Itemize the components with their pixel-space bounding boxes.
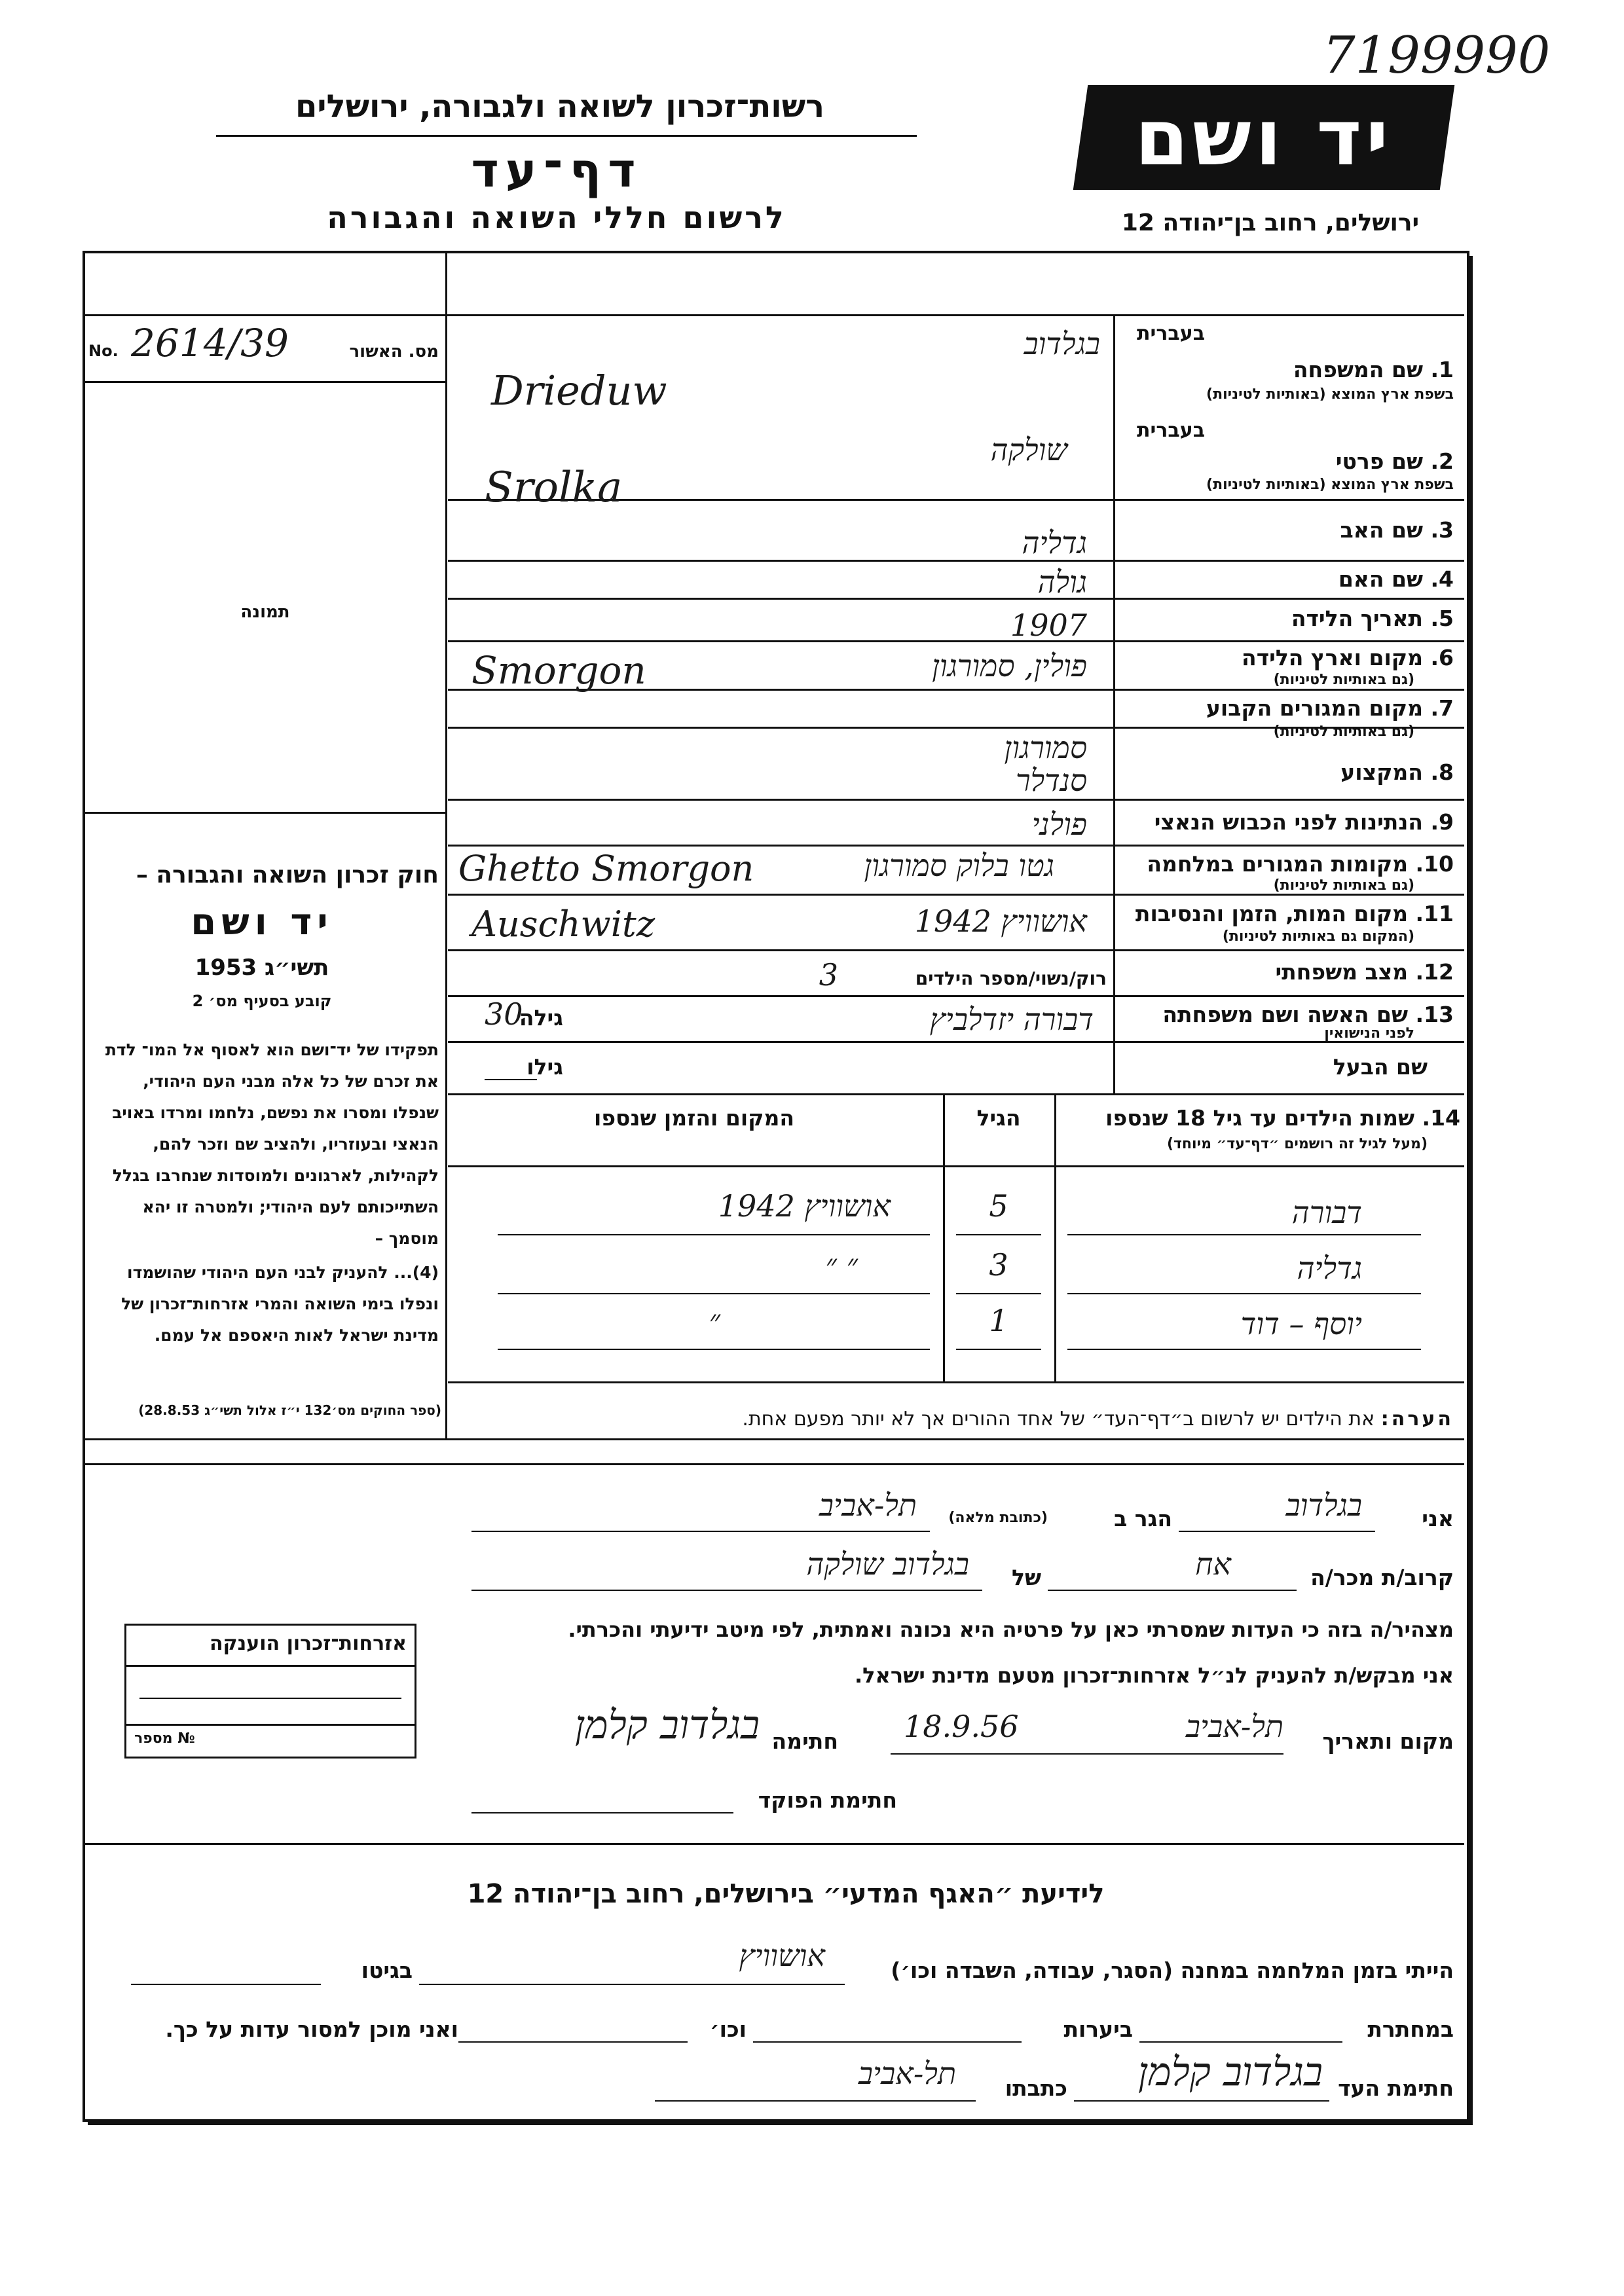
form-title: דף־עד [471, 143, 642, 198]
value-father-name: גדליה [1022, 525, 1087, 560]
decl-official-line [471, 1812, 733, 1813]
child-1-place: אושוויץ 1942 [718, 1188, 891, 1224]
field-2-lang: בעברית [1137, 419, 1205, 442]
testimony-title: לידיעת ״האגף המדעי״ בירושלים, רחוב בן־יהודה 12 [467, 1879, 1105, 1909]
decl-of-line [471, 1590, 982, 1591]
field-10-sub: (גם באותיות לטיניות) [1273, 877, 1414, 894]
decl-i-line [1179, 1531, 1375, 1532]
children-header-sub: (מעל לגיל זה רושמים ״דף־עד״ מיוחד) [1166, 1136, 1428, 1152]
law-text-1: תפקידו של יד־ושם הוא לאסוף אל המו־ לדת את זכרם של כל אלה מבני העם היהודי, שנפלו ומסרו את נפשם, נלחמו ומרדו באויב הנאצי ובעוזריו, ולהציב שם וזכר להם, לקהילות, לארגונים ולמוסדות שנחרבו בגלל השתייכותם לעם היהודי; ולמטרה זו יהא מוסמך – [105, 1040, 439, 1248]
child-place-line-1 [498, 1234, 930, 1235]
field-12-extra-label: רוק/נשוי/מספר הילדים [915, 968, 1107, 989]
testimony-address-line [655, 2100, 976, 2102]
decl-address-hint: (כתובת מלאה) [948, 1510, 1048, 1526]
value-wartime-residence-lat: Ghetto Smorgon [458, 848, 754, 889]
field-3-label: 3. שם האב [1340, 517, 1454, 543]
children-age-divider-left [943, 1093, 945, 1381]
testimony-address-value: תל-אביב [858, 2056, 956, 2091]
value-death-place-he: אושוויץ 1942 [914, 903, 1087, 939]
decl-relation-value: אח [1195, 1546, 1231, 1582]
left-column-divider [445, 253, 447, 1438]
value-citizenship: פולני [1031, 807, 1087, 842]
testimony-line2-line-a [1139, 2041, 1342, 2043]
decl-of-value: בגלדוב שולקה [806, 1546, 969, 1582]
value-wartime-residence-he: גטו בלוק סמורגון [864, 848, 1054, 883]
decl-address-value: תל-אביב [819, 1487, 917, 1523]
field-13-age-label: גילה [519, 1005, 563, 1030]
decl-signature-label: חתימה [771, 1728, 838, 1754]
approval-label: מס. האשור [349, 342, 439, 361]
approval-row-line [85, 381, 445, 383]
form-subtitle: לרשום חללי השואה והגבורה [327, 200, 786, 235]
field-4-label: 4. שם האם [1338, 566, 1454, 592]
field-8-label: 8. המקצוע [1340, 759, 1454, 785]
law-text-2: (4)... להעניק לבני העם היהודי שהושמדו ונפלו בימי השואה והמרי אזרחות־זכרון של מדינת ישראל לאות היאספם אל עמם. [121, 1263, 439, 1345]
field-1-sub: בשפת ארץ המוצא (באותיות לטיניות) [1206, 386, 1454, 403]
approval-no-label: No. [88, 342, 119, 360]
field-11-sub: (המקום גם באותיות לטיניות) [1222, 928, 1414, 945]
decl-official-label: חתימת הפוקד [758, 1787, 897, 1813]
decl-place-date-label: מקום ותאריך [1322, 1728, 1454, 1754]
children-header-label: 14. שמות הילדים עד גיל 18 שנספו [1105, 1105, 1460, 1131]
decl-relation-line [1048, 1590, 1297, 1591]
yad-vashem-logo [1073, 85, 1454, 190]
testimony-address-label: כתבתו [1005, 2075, 1067, 2101]
field-11-label: 11. מקום המות, הזמן והנסיבות [1135, 901, 1454, 926]
children-age-header: הגיל [976, 1105, 1021, 1131]
child-place-line-2 [498, 1293, 930, 1294]
child-2-name: גדליה [1297, 1250, 1362, 1286]
value-mother-name: גולה [1037, 564, 1087, 600]
value-birth-place-lat: Smorgon [471, 648, 646, 693]
law-year: תשי״ג 1953 [194, 955, 329, 981]
note-top-line [85, 1438, 1464, 1440]
field-7-sub: (גם באותיות לטיניות) [1273, 723, 1414, 740]
testimony-line1-line [419, 1984, 845, 1985]
value-wife-age: 30 [485, 996, 523, 1032]
decl-place-date-line [891, 1753, 1283, 1755]
field-6-label: 6. מקום וארץ הלידה [1242, 645, 1454, 670]
child-1-age: 5 [989, 1188, 1008, 1224]
testimony-line1-value: אושוויץ [739, 1938, 825, 1973]
testimony-line2-mid1: ביערות [1063, 2016, 1133, 2042]
value-birth-place-he: פולין, סמורגון [932, 648, 1087, 683]
child-age-line-3 [956, 1349, 1041, 1350]
decl-relative-label: קרוב/ת מכר/ה [1310, 1565, 1454, 1590]
note-label: הערה: [1380, 1408, 1454, 1430]
row-line-14 [448, 1093, 1464, 1095]
top-row-line [85, 314, 1464, 316]
value-death-place-lat: Auschwitz [471, 903, 655, 945]
row-line-9 [448, 845, 1464, 847]
law-title: חוק זכרון השואה והגבורה – [136, 862, 439, 888]
child-place-line-3 [498, 1349, 930, 1350]
address: ירושלים, רחוב בן־יהודה 12 [1121, 210, 1420, 236]
child-row-line-2 [1067, 1293, 1421, 1294]
child-3-place: ״ [709, 1303, 720, 1338]
value-first-name-lat: Srolka [485, 464, 623, 512]
approval-value: 2614/39 [131, 321, 289, 365]
child-age-line-2 [956, 1293, 1041, 1294]
photo-bottom-line [85, 812, 445, 814]
law-section: קובע בסעיף מס׳ 2 [192, 992, 332, 1010]
value-family-name-lat: Drieduw [491, 367, 667, 414]
field-2-sub: בשפת ארץ המוצא (באותיות לטיניות) [1206, 477, 1454, 493]
label-column-divider [1113, 314, 1115, 1093]
testimony-line2-label: במחתרת [1367, 2016, 1454, 2042]
logo-text: יד ושם [1135, 92, 1393, 183]
child-row-line-3 [1067, 1349, 1421, 1350]
field-7-label: 7. מקום המגורים הקבוע [1206, 695, 1454, 721]
testimony-line2-line-c [458, 2041, 688, 2043]
testimony-sign-value: בגלדוב קלמן [1137, 2049, 1323, 2095]
testimony-line2-line-b [753, 2041, 1022, 2043]
field-13-sub: לפני הנישואין [1324, 1025, 1414, 1042]
testimony-line1-end-line [131, 1984, 321, 1985]
decl-address-line [471, 1531, 930, 1532]
husband-age-line [485, 1079, 537, 1080]
field-13-label: 13. שם האשה ושם משפחתה [1162, 1002, 1454, 1027]
testimony-line1-label: הייתי בזמן המלחמה במחנה (הסגר, עבודה, השבדה וכו׳) [891, 1958, 1454, 1983]
certificate-title: אזרחות־זכרון הוענקה [209, 1632, 407, 1655]
value-residence: סמורגון [1004, 730, 1087, 765]
decl-of-label: של [1012, 1565, 1041, 1590]
authority-name: רשות־זכרון לשואה ולגבורה, ירושלים [295, 88, 825, 125]
testimony-line2-end: ואני מוכן למסור עדות על כך. [165, 2016, 458, 2042]
children-age-divider-right [1054, 1093, 1056, 1381]
note-line [458, 1408, 1454, 1430]
law-name: יד ושם [191, 901, 333, 943]
testimony-line2-mid2: וכו׳ [710, 2016, 747, 2042]
child-1-name: דבורה [1291, 1195, 1362, 1230]
row-line-11 [448, 949, 1464, 951]
child-3-age: 1 [989, 1303, 1008, 1338]
value-first-name-he: שולקה [990, 432, 1067, 467]
husband-age-label: גילו [526, 1054, 563, 1080]
decl-i-value: בגלדוב [1285, 1487, 1362, 1523]
decl-signature-value: בגלדוב קלמן [574, 1702, 760, 1748]
certificate-number-label: מספר № [134, 1730, 195, 1747]
child-row-line-1 [1067, 1234, 1421, 1235]
row-line-8 [448, 799, 1464, 801]
decl-living-label: הגר ב [1114, 1506, 1172, 1531]
child-2-place: ״ ״ [825, 1247, 858, 1283]
value-profession: סנדלר [1016, 763, 1087, 798]
field-10-label: 10. מקומות המגורים במלחמה [1147, 851, 1454, 877]
law-reference: (ספר החוקים מס׳132 י״ז אלול תשי״ג 28.8.53) [138, 1402, 441, 1418]
value-birth-date: 1907 [1010, 608, 1087, 643]
value-wife-name: דבורה יזדלביץ [929, 1002, 1094, 1037]
field-5-label: 5. תאריך הלידה [1291, 606, 1454, 631]
testimony-line1-end: בגיטו [361, 1958, 413, 1983]
decl-i-label: אני [1422, 1506, 1454, 1531]
photo-label: תמונה [240, 602, 290, 622]
child-2-age: 3 [989, 1247, 1008, 1283]
field-9-label: 9. הנתינות לפני הכבוש הנאצי [1154, 809, 1454, 835]
testimony-sign-line [1074, 2100, 1329, 2102]
value-family-name-he: בגלדוב [1024, 326, 1100, 361]
child-age-line-1 [956, 1234, 1041, 1235]
testimony-sign-label: חתימת העד [1338, 2075, 1454, 2101]
field-2-label: 2. שם פרטי [1335, 448, 1454, 474]
value-children-count: 3 [819, 957, 838, 993]
field-1-lang: בעברית [1137, 322, 1205, 345]
row-line-12 [448, 995, 1464, 997]
children-bottom-line [448, 1381, 1464, 1383]
children-place-header: המקום והזמן שנספו [594, 1105, 794, 1131]
document-number: 7199990 [1323, 26, 1551, 85]
row-line-10 [448, 894, 1464, 896]
decl-date-value: 18.9.56 [904, 1709, 1019, 1744]
decl-statement-2: אני מבקש/ת להעניק לנ״ל אזרחות־זכרון מטעם מדינת ישראל. [855, 1663, 1454, 1688]
field-1-label: 1. שם המשפחה [1293, 357, 1454, 382]
note-top-line-2 [85, 1463, 1464, 1465]
children-header-line [448, 1165, 1464, 1167]
note-text: את הילדים יש לרשום ב״דף־העד״ של אחד ההורים אך לא יותר מפעם אחת. [742, 1408, 1375, 1430]
certificate-box [124, 1624, 416, 1758]
field-12-label: 12. מצב משפחתי [1275, 959, 1454, 985]
declaration-bottom-line [85, 1843, 1464, 1845]
decl-place-value: תל-אביב [1185, 1709, 1283, 1744]
husband-label: שם הבעל [1333, 1054, 1428, 1080]
field-6-sub: (גם באותיות לטיניות) [1273, 672, 1414, 688]
authority-underline [216, 135, 917, 137]
child-3-name: יוסף – דוד [1240, 1306, 1362, 1341]
decl-statement-1: מצהיר/ה בזה כי העדות שמסרתי כאן על פרטיה היא נכונה ואמתית, לפי מיטב ידיעתי והכרתי. [568, 1617, 1454, 1642]
